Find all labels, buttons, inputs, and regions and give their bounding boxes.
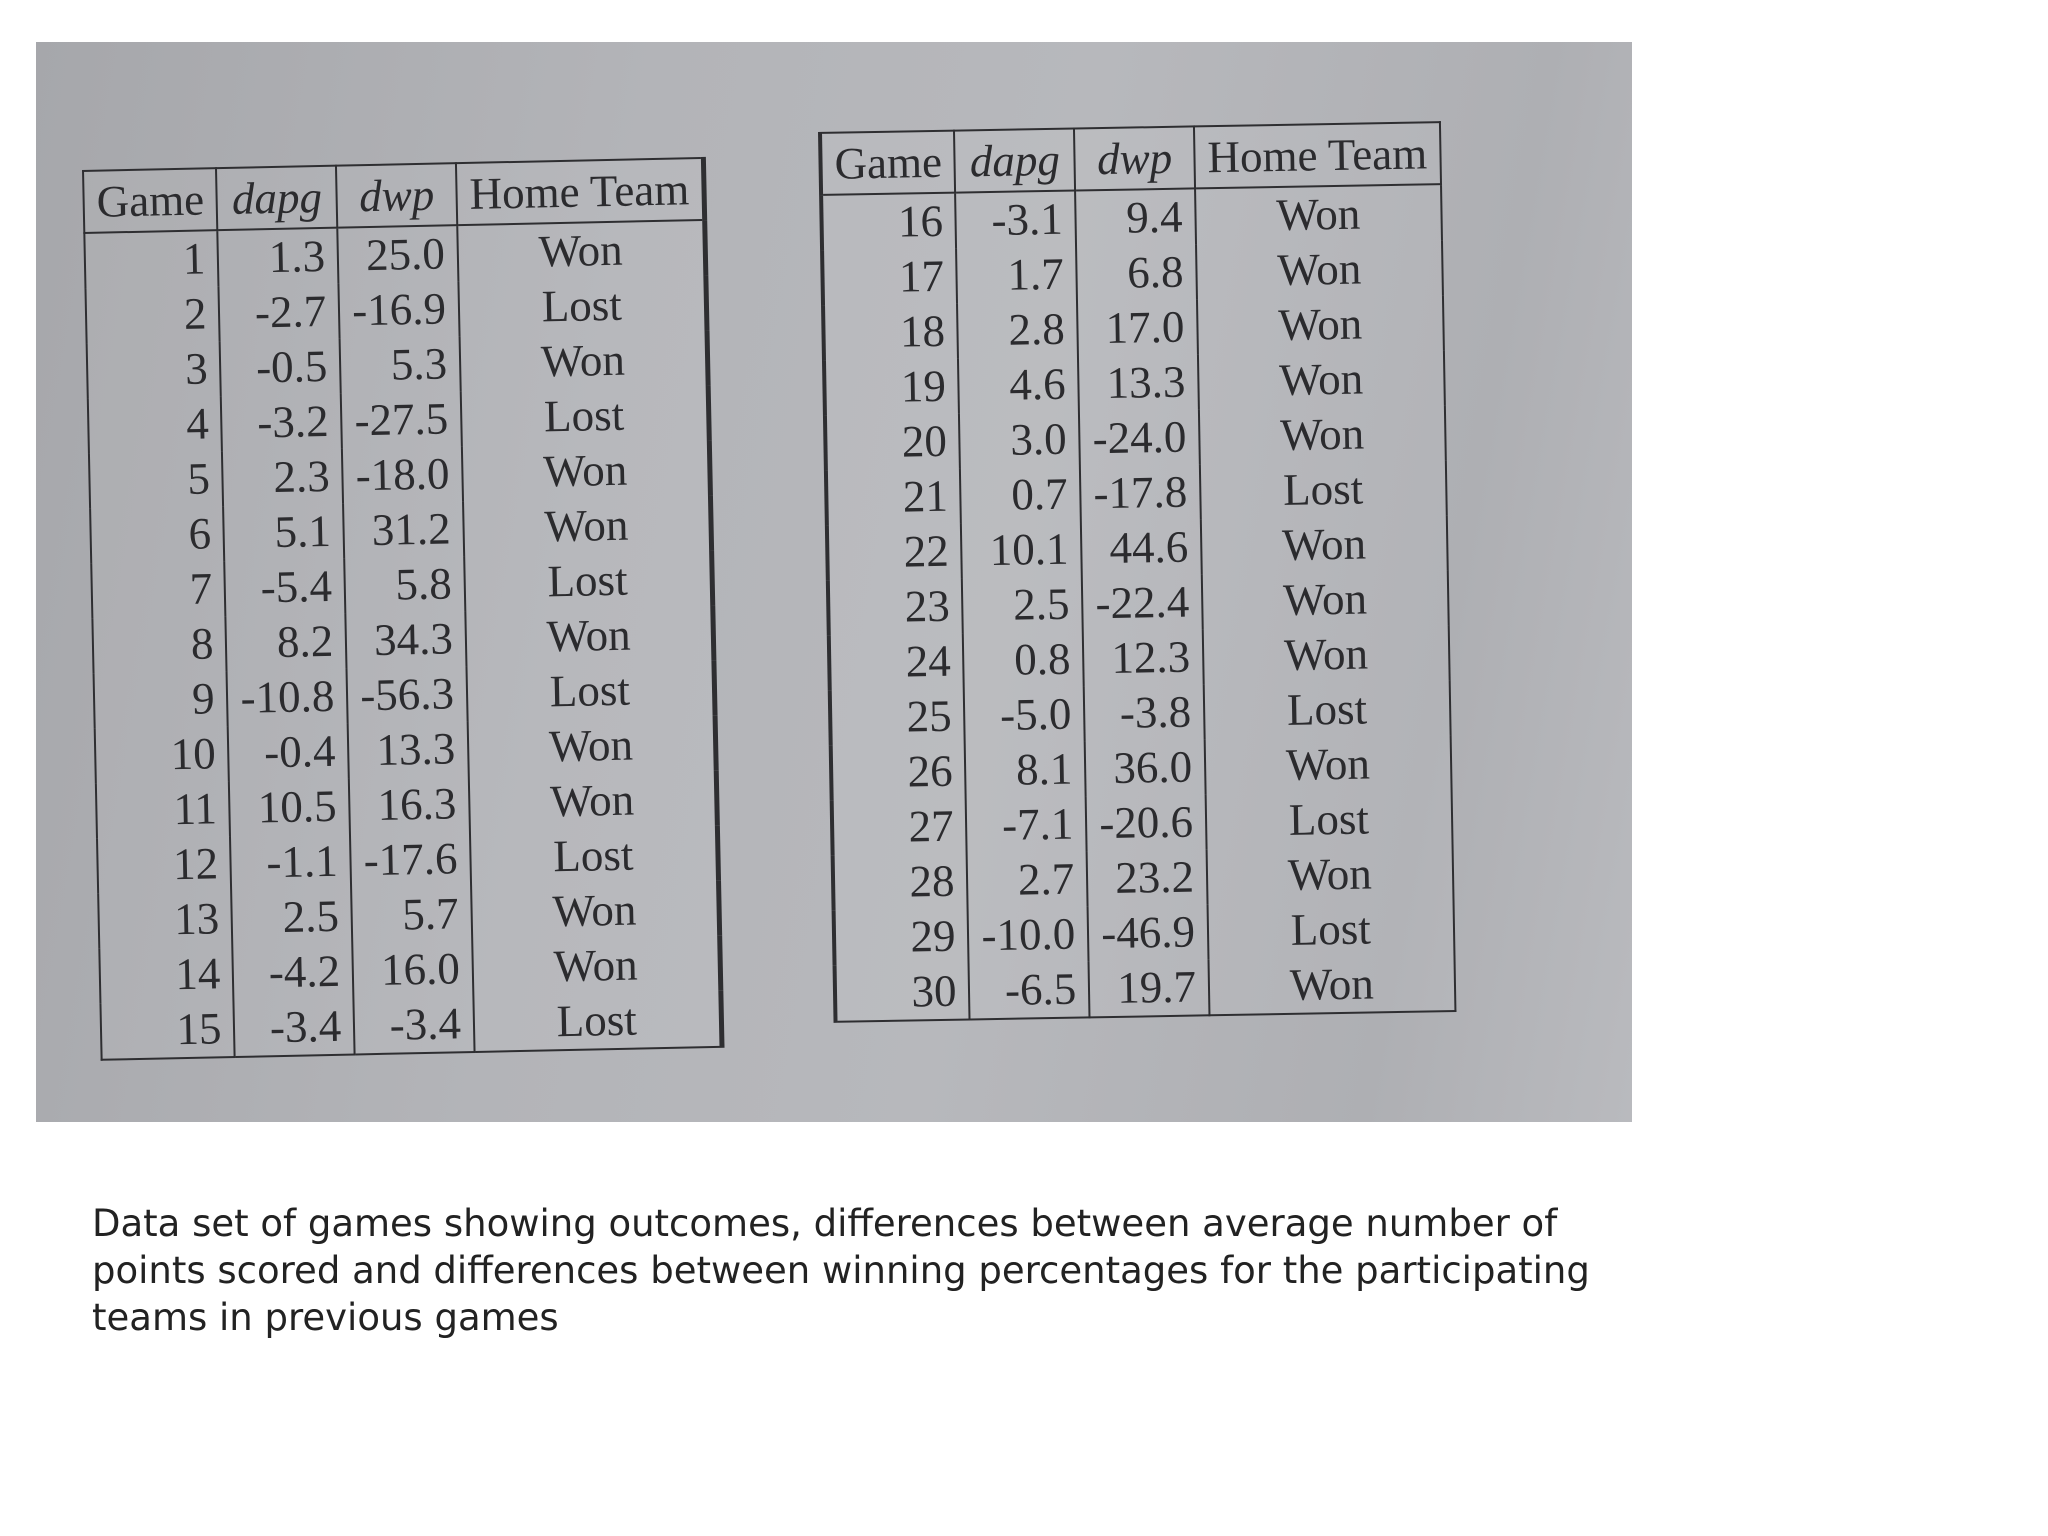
outcome-cell: Lost: [464, 551, 712, 611]
table-row: [835, 955, 1456, 1022]
outcome-cell: Won: [1207, 845, 1454, 904]
dapg-cell: -10.8: [227, 669, 348, 726]
header-dapg: dapg: [954, 129, 1075, 193]
dwp-cell: 23.2: [1087, 849, 1208, 906]
game-cell: 7: [91, 561, 226, 619]
table-body-right: [821, 184, 1455, 1022]
dapg-cell: 1.3: [218, 228, 339, 286]
game-cell: 23: [828, 579, 963, 636]
dapg-cell: 0.8: [963, 631, 1084, 688]
dapg-cell: -7.1: [966, 796, 1087, 853]
game-cell: 25: [830, 689, 965, 746]
outcome-cell: Won: [1197, 295, 1444, 354]
outcome-cell: Won: [1208, 955, 1455, 1015]
outcome-cell: Lost: [473, 991, 721, 1052]
game-cell: 22: [827, 524, 962, 581]
game-cell: 5: [89, 451, 224, 509]
dwp-cell: 19.7: [1089, 959, 1210, 1017]
dapg-cell: 2.5: [962, 576, 1083, 633]
header-dapg: dapg: [216, 166, 337, 230]
dwp-cell: -22.4: [1082, 574, 1203, 631]
dwp-cell: 5.3: [340, 336, 461, 393]
outcome-cell: Won: [1202, 570, 1449, 629]
table-body-left: [84, 220, 721, 1060]
dapg-cell: 5.1: [224, 504, 345, 561]
outcome-cell: Won: [1201, 515, 1448, 574]
dwp-cell: -17.8: [1080, 464, 1201, 521]
dapg-cell: 4.6: [958, 356, 1079, 413]
dwp-cell: -3.8: [1084, 684, 1205, 741]
header-home-team: Home Team: [456, 158, 704, 225]
dwp-cell: 31.2: [343, 501, 464, 558]
dapg-cell: -3.4: [234, 998, 355, 1056]
dapg-cell: -2.7: [219, 284, 340, 341]
game-cell: 1: [84, 230, 219, 289]
dwp-cell: 5.8: [344, 556, 465, 613]
dapg-cell: -0.4: [228, 724, 349, 781]
dwp-cell: 16.3: [349, 776, 470, 833]
outcome-cell: Lost: [461, 386, 709, 446]
outcome-cell: Lost: [458, 276, 706, 336]
outcome-cell: Won: [1199, 405, 1446, 464]
dapg-cell: 10.1: [961, 521, 1082, 578]
game-cell: 13: [98, 891, 233, 949]
header-dwp: dwp: [336, 163, 457, 227]
dapg-cell: -0.5: [220, 339, 341, 396]
table-row: [100, 991, 721, 1060]
dwp-cell: -27.5: [341, 391, 462, 448]
dwp-cell: 13.3: [348, 721, 469, 778]
game-cell: 15: [100, 1001, 235, 1060]
dwp-cell: 16.0: [352, 941, 473, 998]
game-cell: 4: [88, 396, 223, 454]
dapg-cell: -3.1: [956, 191, 1077, 249]
caption-text: Data set of games showing outcomes, differences between average number of points scored and differences between winning percentages for the participating teams in previous games: [92, 1202, 1590, 1339]
table-header-row: [820, 122, 1441, 195]
game-cell: 3: [87, 341, 222, 399]
dwp-cell: 25.0: [337, 225, 458, 283]
dwp-cell: -18.0: [342, 446, 463, 503]
dwp-cell: -17.6: [350, 831, 471, 888]
dapg-cell: 10.5: [229, 779, 350, 836]
header-game: Game: [820, 131, 956, 195]
dwp-cell: -20.6: [1086, 794, 1207, 851]
dwp-cell: 5.7: [351, 886, 472, 943]
game-cell: 20: [825, 414, 960, 471]
dapg-cell: -3.2: [221, 394, 342, 451]
game-cell: 16: [821, 193, 956, 251]
dapg-cell: 2.7: [967, 851, 1088, 908]
dapg-cell: -1.1: [230, 834, 351, 891]
table-photo: [36, 42, 1632, 1122]
dwp-cell: -56.3: [347, 666, 468, 723]
game-cell: 29: [834, 908, 969, 965]
outcome-cell: Won: [472, 936, 720, 996]
dwp-cell: 12.3: [1083, 629, 1204, 686]
dapg-cell: -5.0: [964, 686, 1085, 743]
dapg-cell: 2.5: [232, 889, 353, 946]
dapg-cell: -5.4: [225, 559, 346, 616]
game-cell: 19: [824, 359, 959, 416]
game-cell: 6: [90, 506, 225, 564]
dwp-cell: 17.0: [1077, 299, 1198, 356]
outcome-cell: Won: [468, 716, 716, 776]
dapg-cell: -6.5: [969, 961, 1090, 1019]
dwp-cell: -3.4: [354, 996, 475, 1054]
outcome-cell: Won: [463, 496, 711, 556]
game-cell: 26: [831, 744, 966, 801]
dapg-cell: 0.7: [960, 466, 1081, 523]
outcome-cell: Won: [1198, 350, 1445, 409]
game-cell: 24: [829, 634, 964, 691]
game-cell: 21: [826, 469, 961, 526]
header-home-team: Home Team: [1194, 122, 1441, 188]
dwp-cell: -24.0: [1079, 409, 1200, 466]
data-table-right: [818, 121, 1456, 1023]
dapg-cell: 2.3: [222, 449, 343, 506]
dwp-cell: 13.3: [1078, 354, 1199, 411]
dwp-cell: 6.8: [1076, 244, 1197, 301]
dwp-cell: -16.9: [339, 281, 460, 338]
dapg-cell: 1.7: [957, 247, 1078, 304]
outcome-cell: Lost: [1206, 790, 1453, 849]
outcome-cell: Won: [1203, 625, 1450, 684]
outcome-cell: Won: [471, 881, 719, 941]
outcome-cell: Lost: [466, 661, 714, 721]
outcome-cell: Lost: [1204, 680, 1451, 739]
dwp-cell: 9.4: [1075, 188, 1196, 246]
game-cell: 17: [822, 249, 957, 306]
outcome-cell: Won: [1195, 184, 1442, 244]
outcome-cell: Won: [465, 606, 713, 666]
outcome-cell: Lost: [470, 826, 718, 886]
game-cell: 8: [92, 616, 227, 674]
game-cell: 28: [833, 854, 968, 911]
dwp-cell: 44.6: [1081, 519, 1202, 576]
outcome-cell: Won: [469, 771, 717, 831]
dapg-cell: 8.1: [965, 741, 1086, 798]
outcome-cell: Won: [457, 220, 705, 281]
data-table-left: [82, 157, 724, 1061]
outcome-cell: Won: [460, 331, 708, 391]
header-game: Game: [83, 168, 218, 233]
outcome-cell: Lost: [1207, 900, 1454, 959]
game-cell: 14: [99, 946, 234, 1004]
game-cell: 11: [96, 781, 231, 839]
dapg-cell: 8.2: [226, 614, 347, 671]
dwp-cell: 34.3: [346, 611, 467, 668]
dapg-cell: 3.0: [959, 411, 1080, 468]
game-cell: 30: [835, 963, 970, 1021]
game-cell: 18: [823, 304, 958, 361]
game-cell: 27: [832, 799, 967, 856]
dapg-cell: -4.2: [233, 944, 354, 1001]
outcome-cell: Won: [1205, 735, 1452, 794]
dapg-cell: -10.0: [968, 906, 1089, 963]
game-cell: 9: [94, 671, 229, 729]
dwp-cell: 36.0: [1085, 739, 1206, 796]
game-cell: 10: [95, 726, 230, 784]
game-cell: 2: [85, 286, 220, 344]
dapg-cell: 2.8: [957, 302, 1078, 359]
header-dwp: dwp: [1074, 126, 1195, 190]
outcome-cell: Won: [1196, 240, 1443, 299]
game-cell: 12: [97, 836, 232, 894]
dwp-cell: -46.9: [1088, 904, 1209, 961]
outcome-cell: Lost: [1200, 460, 1447, 519]
outcome-cell: Won: [462, 441, 710, 501]
